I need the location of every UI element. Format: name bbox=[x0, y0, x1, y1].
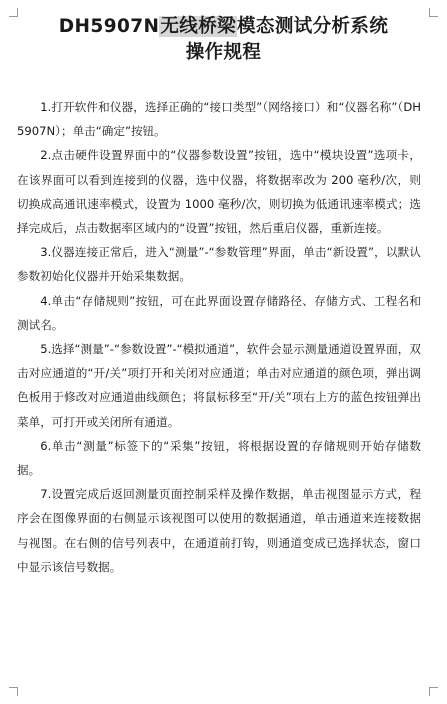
title-highlighted-text: 无线桥梁 bbox=[160, 16, 237, 37]
paragraph-step-5: 5.选择“测量”-“参数设置”-“模拟通道”，软件会显示测量通道设置界面，双击对应通道的“开/关”项打开和关闭对应通道；单击对应通道的颜色项，弹出调色板用于修改对应通道曲线颜色；将鼠标移至“开/关”项右上方的蓝色按钮弹出菜单，可打开或关闭所有通道。 bbox=[17, 342, 421, 429]
page-corner-mark-bottom-right bbox=[429, 687, 438, 696]
paragraph-step-3: 3.仪器连接正常后，进入“测量”-“参数管理”界面，单击“新设置”，以默认参数初始化仪器并开始采集数据。 bbox=[17, 245, 421, 284]
document-body bbox=[17, 95, 421, 579]
paragraph-step-2: 2.点击硬件设置界面中的“仪器参数设置”按钮，选中“模块设置”选项卡，在该界面可以看到连接到的仪器，选中仪器，将数据率改为 200 毫秒/次，则切换成高通讯速率模式，设置为 1000 毫秒/次，则切换为低通讯速率模式；选择完成后，点击数据率区域内的“设置”按钮，然后重启仪器，重新连接。 bbox=[17, 148, 421, 236]
document-title-block bbox=[0, 14, 447, 66]
document-subtitle: 操作规程 bbox=[185, 42, 262, 63]
title-model: DH5907N bbox=[58, 16, 160, 37]
title-system-name: 模态测试分析系统 bbox=[237, 16, 389, 37]
paragraph-step-7: 7.设置完成后返回测量页面控制采样及操作数据，单击视图显示方式，程序会在图像界面的右侧显示该视图可以使用的数据通道，单击通道来连接数据与视图。在右侧的信号列表中，在通道前打钩，则通道变成已选择状态，窗口中显示该信号数据。 bbox=[17, 487, 421, 574]
document-title bbox=[0, 14, 447, 40]
paragraph-step-6: 6.单击“测量”标签下的“采集”按钮，将根据设置的存储规则开始存储数据。 bbox=[17, 438, 421, 478]
paragraph-step-1: 1.打开软件和仪器，选择正确的“接口类型”（网络接口）和“仪器名称”（DH5907N）；单击“确定”按钮。 bbox=[17, 100, 421, 139]
paragraph-step-4: 4.单击“存储规则”按钮，可在此界面设置存储路径、存储方式、工程名和测试名。 bbox=[17, 293, 421, 332]
page-corner-mark-bottom-left bbox=[9, 687, 18, 696]
